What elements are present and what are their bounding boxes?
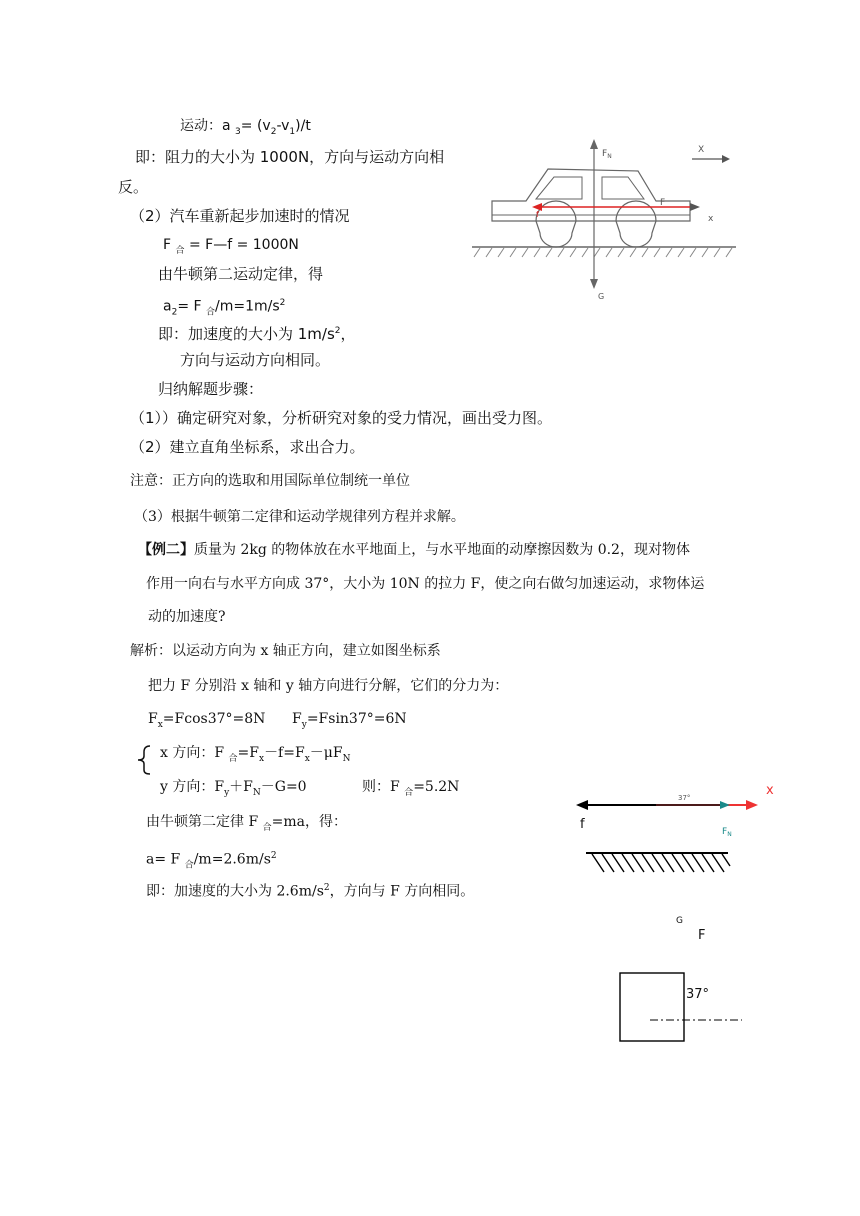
same-direction-line: 方向与运动方向相同。 xyxy=(180,351,331,369)
example2-line-1 xyxy=(138,541,690,559)
accel-eq: $a_2= F$ $_合/m=1m/s^2$ xyxy=(163,298,286,318)
g-label: G xyxy=(598,292,605,301)
block xyxy=(620,973,684,1041)
car-window-front xyxy=(536,177,582,199)
resistance-line-2: 反。 xyxy=(118,178,149,196)
step-3: （3）根据牛顿第二定律和运动学规律列方程并求解。 xyxy=(134,509,465,525)
fn-label: $F_N$ xyxy=(602,149,612,160)
car-force-diagram xyxy=(470,135,740,305)
newton2-line: 由牛顿第二定律 F $_合$=ma，得： xyxy=(146,814,347,833)
friction-arrowhead xyxy=(576,800,588,810)
x2-label: x xyxy=(708,214,714,224)
example2-text-a: 质量为 2kg 的物体放在水平地面上，与水平地面的动摩擦因数为 0.2，现对物体 xyxy=(194,542,690,558)
drive-force-arrowhead xyxy=(690,203,700,211)
fx-eq: $F_x=Fcos37^\circ=8N$ xyxy=(148,711,266,730)
gravity-label: G xyxy=(676,916,683,926)
net-force-result: 则：F $_合$=5.2N xyxy=(362,779,460,798)
gravity-arrow xyxy=(590,279,598,289)
note-line: 注意：正方向的选取和用国际单位制统一单位 xyxy=(130,473,410,489)
decompose-line: 把力 F 分别沿 x 轴和 y 轴方向进行分解，它们的分力为： xyxy=(148,678,509,694)
net-force-eq: F $_合$ = F—f = 1000N xyxy=(163,237,299,256)
restart-heading: （2）汽车重新起步加速时的情况 xyxy=(130,207,350,225)
block-force-diagram xyxy=(570,780,790,1050)
x-label: X xyxy=(698,145,705,155)
brace-icon xyxy=(134,744,156,776)
example2-line-2: 作用一向右与水平方向成 37°，大小为 10N 的拉力 F，使之向右做匀加速运动，求物体运 xyxy=(146,576,705,592)
angle-label: 37° xyxy=(686,987,710,1002)
example2-tag: 【例二】 xyxy=(138,542,194,558)
example2-line-3: 动的加速度? xyxy=(148,609,226,625)
angle-label-top: 37° xyxy=(678,794,691,802)
a-eq: a= F $_合/m=2.6m/s^2$ xyxy=(146,851,277,871)
x-direction-eq: x 方向：F $_合=F_x-f=F_x-\mu F_N$ xyxy=(160,745,351,764)
F-label: F xyxy=(660,198,666,208)
f-label: f xyxy=(536,210,539,219)
x-axis-label: x xyxy=(766,783,774,798)
fy-eq: $F_y=Fsin37^\circ=6N$ xyxy=(292,711,407,730)
step-2: （2）建立直角坐标系，求出合力。 xyxy=(130,438,365,456)
car-body xyxy=(492,169,690,221)
fn-arrowhead xyxy=(720,801,730,809)
motion-eq: 运动：a $_3= (v_2-v_1)/t$ xyxy=(180,118,311,137)
car-wheel-rear xyxy=(616,201,656,247)
car-window-rear xyxy=(602,177,644,199)
steps-heading: 归纳解题步骤： xyxy=(158,380,264,398)
resistance-line: 即：阻力的大小为 1000N，方向与运动方向相 xyxy=(135,148,445,166)
friction-label: f xyxy=(580,817,585,832)
final-result: 即：加速度的大小为 $2.6m/s^2$，方向与 F 方向相同。 xyxy=(146,883,475,900)
accel-result: 即：加速度的大小为 $1m/s^2$， xyxy=(158,325,356,343)
analysis-line: 解析：以运动方向为 x 轴正方向，建立如图坐标系 xyxy=(130,643,441,659)
y-direction-eq: y 方向：$F_y+F_N-G=0$ xyxy=(160,779,307,798)
step-1: （1））确定研究对象，分析研究对象的受力情况，画出受力图。 xyxy=(130,409,553,427)
x-arrowhead xyxy=(746,800,758,810)
fn-label: $F_N$ xyxy=(722,827,732,838)
newton-law-line: 由牛顿第二运动定律，得 xyxy=(158,265,324,283)
ground-hatching xyxy=(592,854,730,872)
pull-force-label: F xyxy=(698,928,706,943)
